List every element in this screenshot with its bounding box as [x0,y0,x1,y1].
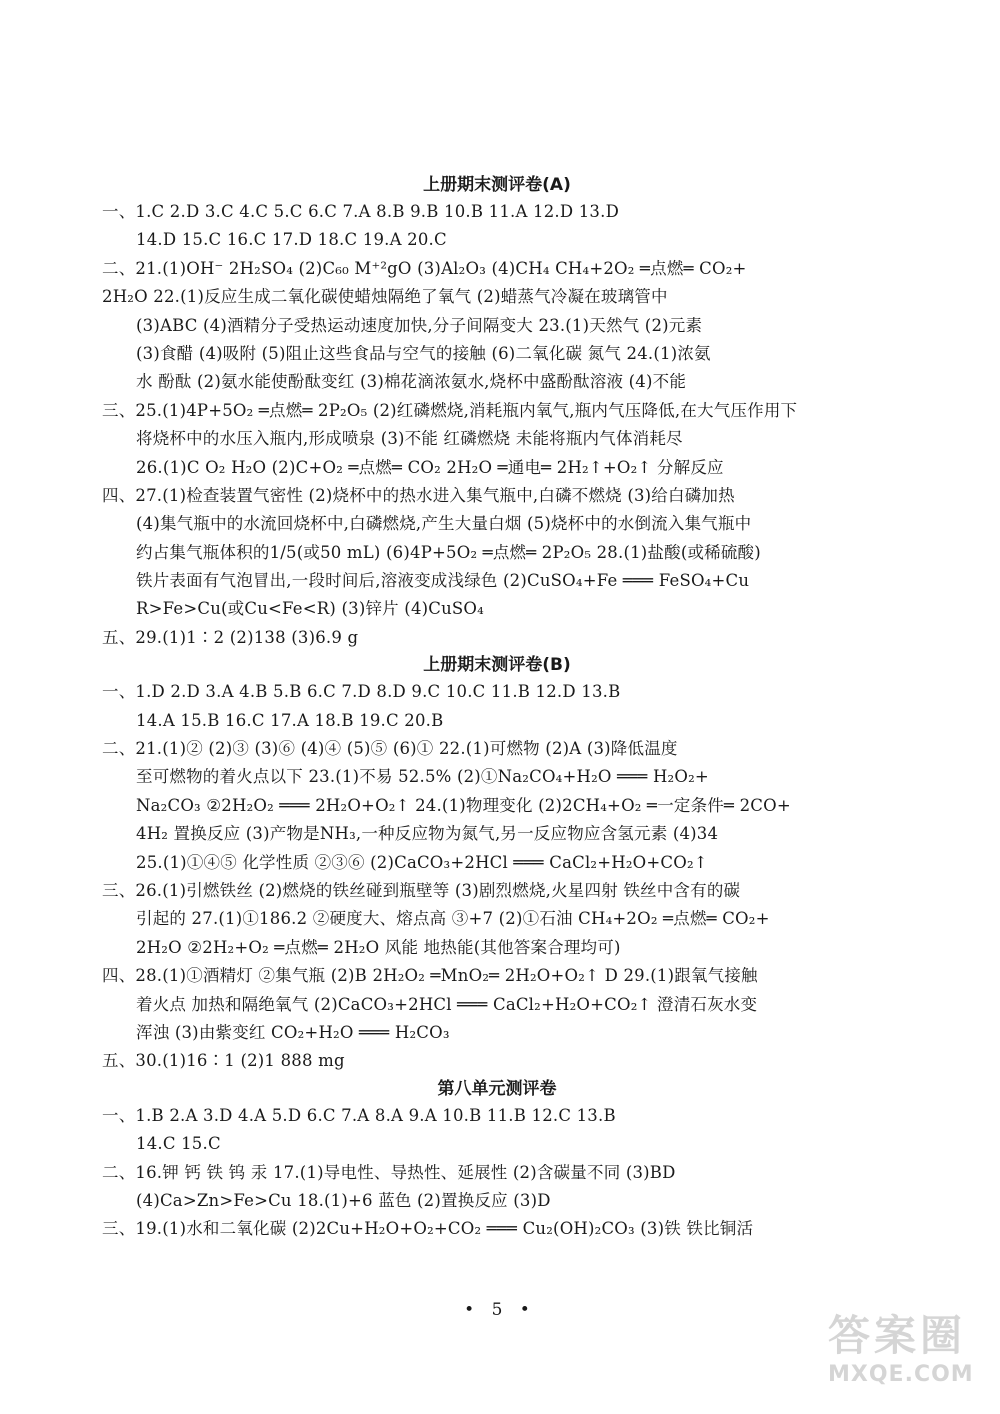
answer-line: 二、21.(1)OH⁻ 2H₂SO₄ (2)C₆₀ M⁺²gO (3)Al₂O₃ (4)CH₄ CH₄+2O₂ ═点燃═ CO₂+ [102,258,747,278]
answer-line: 浑浊 (3)由紫变红 CO₂+H₂O ═══ H₂CO₃ [136,1022,450,1042]
answer-line: 铁片表面有气泡冒出,一段时间后,溶液变成浅绿色 (2)CuSO₄+Fe ═══ FeSO₄+Cu [136,571,750,591]
answer-line: 一、1.B 2.A 3.D 4.A 5.D 6.C 7.A 8.A 9.A 10.B 11.B 12.C 13.B [102,1105,616,1125]
answer-line: 26.(1)C O₂ H₂O (2)C+O₂ ═点燃═ CO₂ 2H₂O ═通电═ 2H₂↑+O₂↑ 分解反应 [136,457,724,477]
answer-line: 四、28.(1)①酒精灯 ②集气瓶 (2)B 2H₂O₂ ═MnO₂═ 2H₂O+O₂↑ D 29.(1)跟氧气接触 [102,966,758,986]
watermark [828,1310,988,1400]
answer-line: 三、19.(1)水和二氧化碳 (2)2Cu+H₂O+O₂+CO₂ ═══ Cu₂(OH)₂CO₃ (3)铁 铁比铜活 [102,1219,754,1239]
answer-line: R>Fe>Cu(或Cu<Fe<R) (3)锌片 (4)CuSO₄ [136,599,484,619]
answer-line: 14.D 15.C 16.C 17.D 18.C 19.A 20.C [136,230,447,250]
answer-line: 4H₂ 置换反应 (3)产物是NH₃,一种反应物为氮气,另一反应物应含氢元素 (4)34 [136,824,719,844]
answer-line: 五、29.(1)1∶2 (2)138 (3)6.9 g [102,627,359,647]
answer-line: 三、25.(1)4P+5O₂ ═点燃═ 2P₂O₅ (2)红磷燃烧,消耗瓶内氧气,瓶内气压降低,在大气压作用下 [102,400,798,420]
answer-line: 着火点 加热和隔绝氧气 (2)CaCO₃+2HCl ═══ CaCl₂+H₂O+CO₂↑ 澄清石灰水变 [136,994,758,1014]
answer-line: 14.A 15.B 16.C 17.A 18.B 19.C 20.B [136,710,444,730]
answer-line: (3)食醋 (4)吸附 (5)阻止这些食品与空气的接触 (6)二氧化碳 氮气 24.(1)浓氨 [136,343,711,363]
answer-line: 三、26.(1)引燃铁丝 (2)燃烧的铁丝碰到瓶壁等 (3)剧烈燃烧,火星四射 铁丝中含有的碳 [102,880,741,900]
answer-line: 五、30.(1)16∶1 (2)1 888 mg [102,1051,345,1071]
watermark-logo: 答案圈 [828,1311,967,1360]
answer-line: (3)ABC (4)酒精分子受热运动速度加快,分子间隔变大 23.(1)天然气 (2)元素 [136,315,703,335]
answer-line: 将烧杯中的水压入瓶内,形成喷泉 (3)不能 红磷燃烧 未能将瓶内气体消耗尽 [136,429,683,449]
answer-line: Na₂CO₃ ②2H₂O₂ ═══ 2H₂O+O₂↑ 24.(1)物理变化 (2)2CH₄+O₂ ═一定条件═ 2CO+ [136,795,791,815]
page-number: • 5 • [464,1300,536,1320]
answer-line: 水 酚酞 (2)氨水能使酚酞变红 (3)棉花滴浓氨水,烧杯中盛酚酞溶液 (4)不能 [136,372,687,392]
answer-line: 一、1.C 2.D 3.C 4.C 5.C 6.C 7.A 8.B 9.B 10.B 11.A 12.D 13.D [102,202,620,221]
answer-line: 约占集气瓶体积的1/5(或50 mL) (6)4P+5O₂ ═点燃═ 2P₂O₅ 28.(1)盐酸(或稀硫酸) [136,542,761,562]
answer-line: 引起的 27.(1)①186.2 ②硬度大、熔点高 ③+7 (2)①石油 CH₄+2O₂ ═点燃═ CO₂+ [136,909,770,929]
answer-content [102,172,892,1244]
answer-line: 14.C 15.C [136,1134,221,1154]
answer-line: 一、1.D 2.D 3.A 4.B 5.B 6.C 7.D 8.D 9.C 10.C 11.B 12.D 13.B [102,682,621,702]
answer-line: 二、16.钾 钙 铁 钨 汞 17.(1)导电性、导热性、延展性 (2)含碳量不同 (3)BD [102,1162,676,1182]
section-title: 上册期末测评卷(A) [423,175,571,195]
answer-line: 至可燃物的着火点以下 23.(1)不易 52.5% (2)①Na₂CO₄+H₂O ═══ H₂O₂+ [136,767,709,787]
answer-line: (4)集气瓶中的水流回烧杯中,白磷燃烧,产生大量白烟 (5)烧杯中的水倒流入集气瓶中 [136,514,752,534]
watermark-url: MXQE.COM [828,1362,974,1387]
section-title: 第八单元测评卷 [437,1078,557,1099]
answer-line: 2H₂O ②2H₂+O₂ ═点燃═ 2H₂O 风能 地热能(其他答案合理均可) [136,937,621,957]
answer-line: 25.(1)①④⑤ 化学性质 ②③⑥ (2)CaCO₃+2HCl ═══ CaCl₂+H₂O+CO₂↑ [136,852,708,872]
answer-line: (4)Ca>Zn>Fe>Cu 18.(1)+6 蓝色 (2)置换反应 (3)D [136,1190,551,1210]
answer-line: 四、27.(1)检查装置气密性 (2)烧杯中的热水进入集气瓶中,白磷不燃烧 (3)给白磷加热 [102,485,735,505]
answer-line: 2H₂O 22.(1)反应生成二氧化碳使蜡烛隔绝了氧气 (2)蜡蒸气冷凝在玻璃管中 [102,287,668,307]
answer-line: 二、21.(1)② (2)③ (3)⑥ (4)④ (5)⑤ (6)① 22.(1)可燃物 (2)A (3)降低温度 [102,739,678,759]
section-title: 上册期末测评卷(B) [423,655,571,676]
